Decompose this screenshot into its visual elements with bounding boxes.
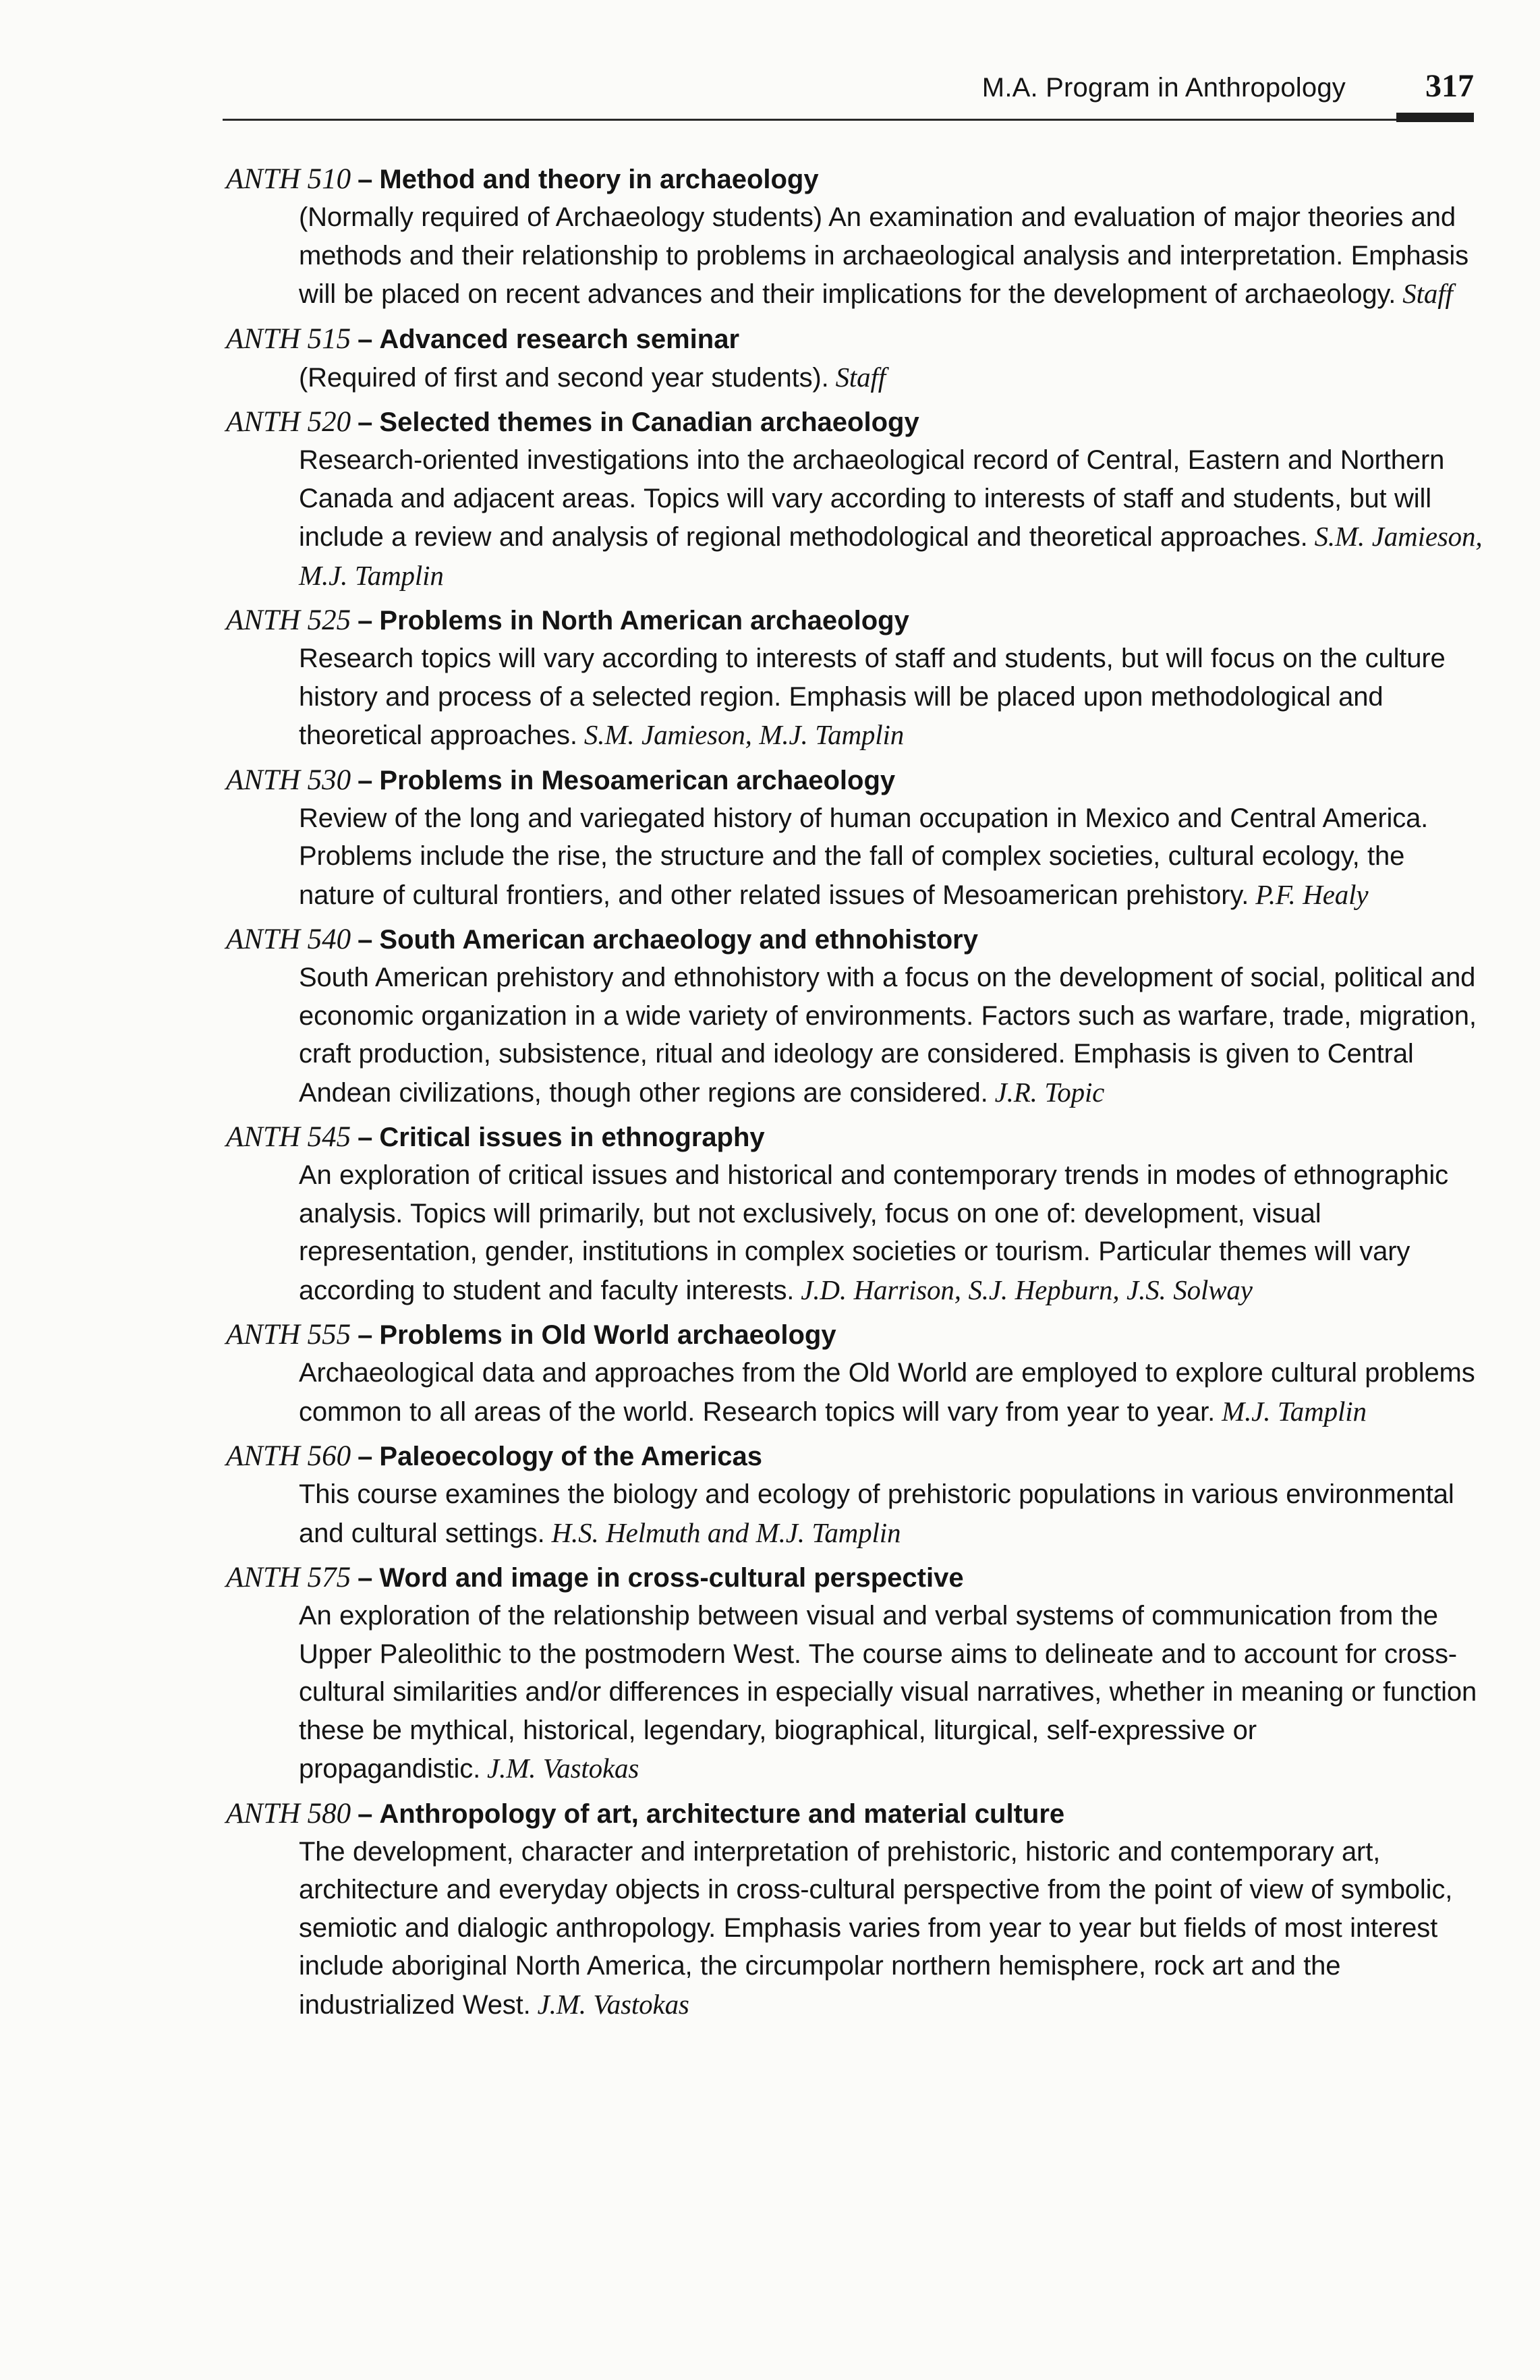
course-description: An exploration of the relationship between visual and verbal systems of communication from the Upper Paleolithic to the postmodern West. The course aims to delineate and to account for cross-cultural similarities and/or differences in especially visual narratives, whether in meaning or function these be mythical, historical, legendary, biographical, liturgical, self-expressive or propagandistic. (299, 1601, 1477, 1784)
course-code: ANTH 540 (226, 924, 351, 955)
course-entry-anth-580 (226, 1795, 1487, 2024)
course-entry-anth-555 (226, 1316, 1487, 1431)
course-title: Method and theory in archaeology (379, 165, 819, 194)
course-heading (226, 1438, 1487, 1475)
course-code: ANTH 530 (226, 764, 351, 796)
course-instructors: Staff (835, 361, 886, 393)
course-heading (226, 161, 1487, 198)
course-heading (226, 762, 1487, 799)
course-entry-anth-540 (226, 921, 1487, 1112)
course-heading (226, 1795, 1487, 1833)
course-entry-anth-515 (226, 320, 1487, 397)
course-instructors: J.D. Harrison, S.J. Hepburn, J.S. Solway (801, 1274, 1253, 1305)
course-description: Archaeological data and approaches from the Old World are employed to explore cultural problems common to all areas of the world. Research topics will vary from year to year. (299, 1358, 1475, 1427)
course-heading (226, 602, 1487, 640)
course-heading (226, 1118, 1487, 1156)
course-title: Advanced research seminar (379, 324, 740, 354)
page-number: 317 (1425, 68, 1474, 104)
course-description-block (299, 1475, 1487, 1552)
course-instructors: P.F. Healy (1255, 878, 1369, 910)
course-entry-anth-545 (226, 1118, 1487, 1309)
course-description: Review of the long and variegated history of human occupation in Mexico and Central America. Problems include the rise, the structure and the fall of complex societies, cultural ecology, the nature of cultural frontiers, and other related issues of Mesoamerican prehistory. (299, 803, 1429, 910)
course-instructors: M.J. Tamplin (1222, 1395, 1367, 1427)
course-description: An exploration of critical issues and historical and contemporary trends in modes of ethnographic analysis. Topics will primarily, but not exclusively, focus on one of: development, visual representation, gender, institutions in complex societies or tourism. Particular themes will vary according to student and faculty interests. (299, 1160, 1448, 1305)
course-separator: – (358, 1123, 373, 1152)
course-separator: – (358, 1798, 373, 1829)
course-heading (226, 403, 1487, 441)
course-separator: – (358, 165, 373, 194)
course-code: ANTH 525 (226, 604, 351, 636)
course-description-block (299, 640, 1487, 755)
course-description-block (299, 1833, 1487, 2024)
course-instructors: S.M. Jamieson, M.J. Tamplin (299, 521, 1483, 591)
course-title: Anthropology of art, architecture and material culture (379, 1798, 1065, 1829)
course-entry-anth-525 (226, 602, 1487, 755)
course-description: The development, character and interpretation of prehistoric, historic and contemporary art, architecture and everyday objects in cross-cultural perspective from the point of view of symbolic, semiotic and dialogic anthropology. Emphasis varies from year to year but fields of most interest include aboriginal North America, the circumpolar northern hemisphere, rock art and the industrialized West. (299, 1836, 1453, 2020)
course-code: ANTH 515 (226, 322, 351, 355)
running-title: M.A. Program in Anthropology (981, 73, 1346, 103)
course-code: ANTH 510 (226, 163, 351, 195)
course-instructors: Staff (1402, 278, 1453, 309)
course-instructors: J.M. Vastokas (487, 1753, 639, 1784)
course-title: Selected themes in Canadian archaeology (379, 407, 919, 437)
course-separator: – (358, 1563, 373, 1593)
course-code: ANTH 520 (226, 406, 351, 438)
course-entry-anth-560 (226, 1438, 1487, 1552)
course-code: ANTH 555 (226, 1319, 351, 1351)
course-title: Problems in Mesoamerican archaeology (379, 765, 896, 795)
course-instructors: J.M. Vastokas (537, 1988, 689, 2020)
course-entry-anth-520 (226, 403, 1487, 595)
course-separator: – (358, 324, 373, 354)
course-separator: – (358, 765, 373, 795)
course-code: ANTH 580 (226, 1797, 351, 1830)
course-instructors: H.S. Helmuth and M.J. Tamplin (551, 1517, 901, 1548)
header-rule-accent (1396, 113, 1474, 122)
course-entry-anth-530 (226, 762, 1487, 915)
course-separator: – (358, 1442, 373, 1471)
course-title: Critical issues in ethnography (379, 1123, 765, 1152)
course-heading (226, 1316, 1487, 1354)
course-entry-anth-510 (226, 161, 1487, 314)
course-description: (Required of first and second year students). (299, 362, 829, 393)
course-description: South American prehistory and ethnohistory with a focus on the development of social, political and economic organization in a wide variety of environments. Factors such as warfare, trade, migration, craft production, subsistence, ritual and ideology are considered. Emphasis is given to Central Andean civilizations, though other regions are considered. (299, 963, 1477, 1108)
course-description-block (299, 1354, 1487, 1431)
course-description-block (299, 799, 1487, 915)
course-description-block (299, 959, 1487, 1112)
course-description: Research topics will vary according to interests of staff and students, but will focus on the culture history and process of a selected region. Emphasis will be placed upon methodological and theoretical approaches. (299, 644, 1446, 750)
course-title: Paleoecology of the Americas (379, 1442, 763, 1471)
course-description-block (299, 1597, 1487, 1788)
course-heading (226, 921, 1487, 959)
course-instructors: S.M. Jamieson, M.J. Tamplin (583, 719, 905, 750)
course-separator: – (358, 925, 373, 955)
course-title: Problems in Old World archaeology (379, 1320, 836, 1350)
course-title: South American archaeology and ethnohistory (379, 925, 978, 955)
course-description-block (299, 441, 1487, 595)
course-description: Research-oriented investigations into the archaeological record of Central, Eastern and Northern Canada and adjacent areas. Topics will vary according to interests of staff and students, but will include a review and analysis of regional methodological and theoretical approaches. (299, 445, 1445, 552)
course-title: Problems in North American archaeology (379, 606, 909, 635)
course-separator: – (358, 1320, 373, 1350)
course-description: (Normally required of Archaeology students) An examination and evaluation of major theories and methods and their relationship to problems in archaeological analysis and interpretation. Emphasis will be placed on recent advances and their implications for the development of archaeology. (299, 202, 1469, 309)
course-separator: – (358, 407, 373, 437)
course-heading (226, 1559, 1487, 1597)
course-title: Word and image in cross-cultural perspective (379, 1563, 964, 1593)
course-description: This course examines the biology and ecology of prehistoric populations in various environmental and cultural settings. (299, 1479, 1454, 1548)
course-entry-anth-575 (226, 1559, 1487, 1788)
course-code: ANTH 560 (226, 1440, 351, 1472)
course-instructors: J.R. Topic (994, 1076, 1105, 1108)
course-description-block (299, 358, 1487, 397)
course-separator: – (358, 606, 373, 635)
course-description-block (299, 1156, 1487, 1309)
course-description-block (299, 198, 1487, 314)
course-code: ANTH 575 (226, 1562, 351, 1593)
course-list (226, 161, 1487, 2031)
course-code: ANTH 545 (226, 1121, 351, 1153)
running-header (223, 67, 1474, 115)
course-heading (226, 320, 1487, 358)
header-rule (223, 119, 1430, 121)
